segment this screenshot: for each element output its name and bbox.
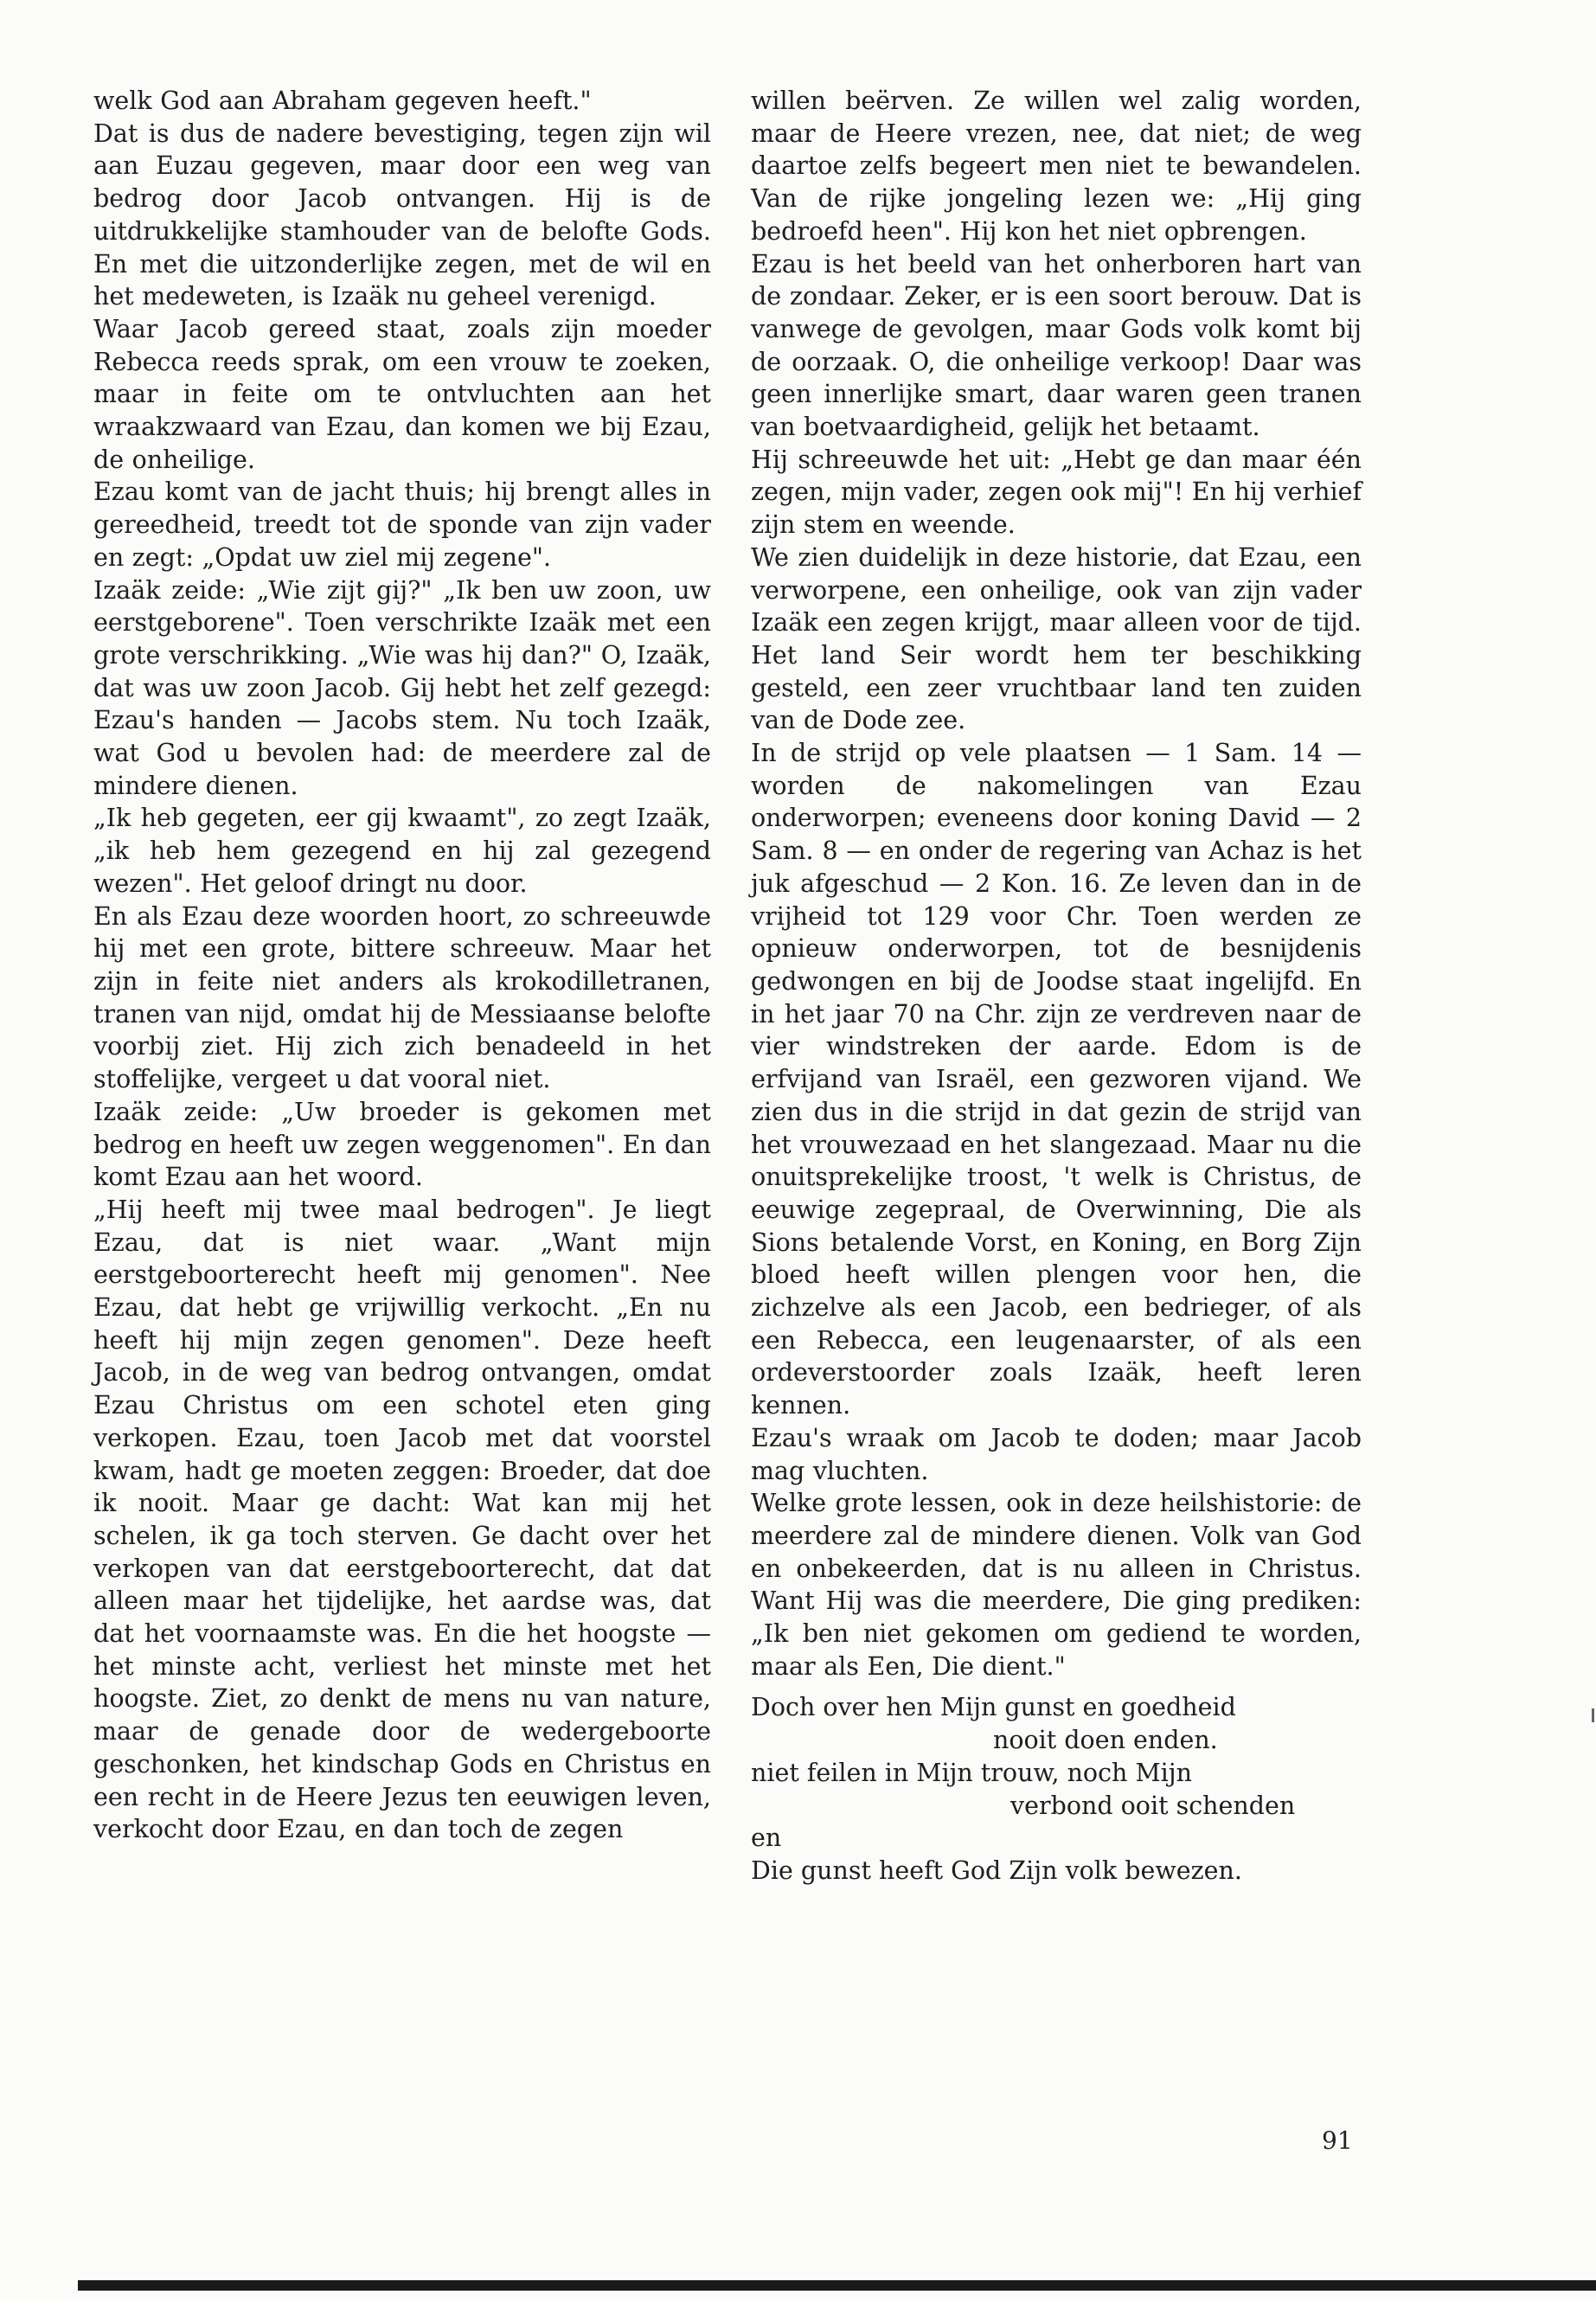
paragraph: Welke grote lessen, ook in deze heilshistorie: de meerdere zal de mindere dienen. Volk van God en onbekeerden, dat is nu alleen in Christus. Want Hij was die meerdere, Die ging prediken: „Ik ben niet gekomen om gediend te worden, maar als Een, Die dient." xyxy=(751,1489,1362,1681)
paragraph: Ezau's wraak om Jacob te doden; maar Jacob mag vluchten. xyxy=(751,1423,1362,1485)
paragraph: willen beërven. Ze willen wel zalig worden, maar de Heere vrezen, nee, dat niet; de weg daartoe zelfs begeert men niet te bewandelen. Van de rijke jongeling lezen we: „Hij ging bedroefd heen". Hij kon het niet opbrengen. xyxy=(751,87,1362,246)
paragraph: Hij schreeuwde het uit: „Hebt ge dan maar één zegen, mijn vader, zegen ook mij"! En hij verhief zijn stem en weende. xyxy=(751,445,1362,540)
poem-line: en xyxy=(751,1823,782,1853)
paragraph: Ezau komt van de jacht thuis; hij brengt alles in gereedheid, treedt tot de sponde van zijn vader en zegt: „Opdat uw ziel mij zegene". xyxy=(93,478,711,572)
poem-line: Die gunst heeft God Zijn volk bewezen. xyxy=(751,1856,1242,1885)
poem-line: niet feilen in Mijn trouw, noch Mijn xyxy=(751,1758,1192,1787)
paragraph: In de strijd op vele plaatsen — 1 Sam. 14 — worden de nakomelingen van Ezau onderworpen; eveneens door koning David — 2 Sam. 8 — en onder de regering van Achaz is het juk afgeschud — 2 Kon. 16. Ze leven dan in de vrijheid tot 129 voor Chr. Toen werden ze opnieuw onderworpen, tot de besnijdenis gedwongen en bij de Joodse staat ingelijfd. En in het jaar 70 na Chr. zijn ze verdreven naar de vier windstreken der aarde. Edom is de erfvijand van Israël, een gezworen vijand. We zien dus in die strijd in dat gezin de strijd van het vrouwezaad en het slangezaad. Maar nu die onuitsprekelijke troost, 't welk is Christus, de eeuwige zegepraal, de Overwinning, Die als Sions betalende Vorst, en Koning, en Borg Zijn bloed heeft willen plengen voor hen, die zichzelve als een Jacob, een bedrieger, of als een Rebecca, een leugenaarster, of als een ordeverstoorder zoals Izaäk, heeft leren kennen. xyxy=(751,739,1362,1420)
page-number: 91 xyxy=(1322,2126,1353,2155)
left-column xyxy=(93,85,711,1846)
bottom-edge-rule xyxy=(78,2280,1596,2291)
paragraph: Dat is dus de nadere bevestiging, tegen zijn wil aan Euzau gegeven, maar door een weg van bedrog door Jacob ontvangen. Hij is de uitdrukkelijke stamhouder van de belofte Gods. En met die uitzonderlijke zegen, met de wil en het medeweten, is Izaäk nu geheel verenigd. xyxy=(93,119,711,311)
paragraph: Izaäk zeide: „Wie zijt gij?" „Ik ben uw zoon, uw eerstgeborene". Toen verschrikte Izaäk met een grote verschrikking. „Wie was hij dan?" O, Izaäk, dat was uw zoon Jacob. Gij hebt het zelf gezegd: Ezau's handen — Jacobs stem. Nu toch Izaäk, wat God u bevolen had: de meerdere zal de mindere dienen. xyxy=(93,575,711,800)
paragraph: Waar Jacob gereed staat, zoals zijn moeder Rebecca reeds sprak, om een vrouw te zoeken, maar in feite om te ontvluchten aan het wraakzwaard van Ezau, dan komen we bij Ezau, de onheilige. xyxy=(93,314,711,474)
paragraph: „Hij heeft mij twee maal bedrogen". Je liegt Ezau, dat is niet waar. „Want mijn eerstgeboorterecht heeft mij genomen". Nee Ezau, dat hebt ge vrijwillig verkocht. „En nu heeft hij mijn zegen genomen". Deze heeft Jacob, in de weg van bedrog ontvangen, omdat Ezau Christus om een schotel eten ging verkopen. Ezau, toen Jacob met dat voorstel kwam, hadt ge moeten zeggen: Broeder, dat doe ik nooit. Maar ge dacht: Wat kan mij het schelen, ik ga toch sterven. Ge dacht over het verkopen van dat eerstgeboorterecht, dat dat alleen maar het tijdelijke, het aardse was, dat dat het voornaamste was. En die het hoogste — het minste acht, verliest het minste met het hoogste. Ziet, zo denkt de mens nu van nature, maar de genade door de wedergeboorte geschonken, het kindschap Gods en Christus en een recht in de Heere Jezus ten eeuwigen leven, verkocht door Ezau, en dan toch de zegen xyxy=(93,1195,711,1844)
poem-line: nooit doen enden. xyxy=(993,1726,1218,1755)
paragraph: En als Ezau deze woorden hoort, zo schreeuwde hij met een grote, bittere schreeuw. Maar het zijn in feite niet anders als krokodilletranen, tranen van nijd, omdat hij de Messiaanse belofte voorbij ziet. Hij zich zich benadeeld in het stoffelijke, vergeet u dat vooral niet. xyxy=(93,901,711,1094)
paragraph: Izaäk zeide: „Uw broeder is gekomen met bedrog en heeft uw zegen weggenomen". En dan komt Ezau aan het woord. xyxy=(93,1097,711,1192)
paragraph: welk God aan Abraham gegeven heeft." xyxy=(93,87,592,115)
poem-line: verbond ooit schenden xyxy=(1010,1791,1296,1820)
poem-line: Doch over hen Mijn gunst en goedheid xyxy=(751,1693,1236,1722)
right-column xyxy=(751,85,1362,1888)
paragraph: We zien duidelijk in deze historie, dat Ezau, een verworpene, een onheilige, ook van zijn vader Izaäk een zegen krijgt, maar alleen voor de tijd. Het land Seir wordt hem ter beschikking gesteld, een zeer vruchtbaar land ten zuiden van de Dode zee. xyxy=(751,542,1362,735)
paragraph: Ezau is het beeld van het onherboren hart van de zondaar. Zeker, er is een soort berouw. Dat is vanwege de gevolgen, maar Gods volk komt bij de oorzaak. O, die onheilige verkoop! Daar was geen innerlijke smart, daar waren geen tranen van boetvaardigheid, gelijk het betaamt. xyxy=(751,249,1362,442)
psalm-verse xyxy=(751,1691,1362,1887)
paragraph: „Ik heb gegeten, eer gij kwaamt", zo zegt Izaäk, „ik heb hem gezegend en hij zal gezegend wezen". Het geloof dringt nu door. xyxy=(93,804,711,898)
scan-mark xyxy=(1592,1708,1594,1722)
